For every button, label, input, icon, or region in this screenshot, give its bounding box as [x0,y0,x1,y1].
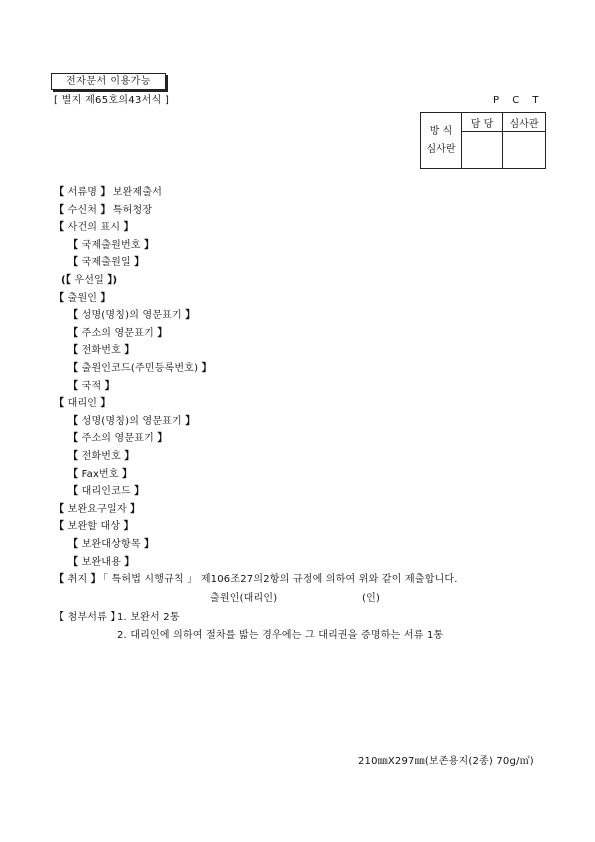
field-bracket-close: 】 [185,310,196,321]
field-bracket-open: (【 [61,275,71,286]
field-label: Fax번호 [78,469,123,480]
attachment-item-2: 2. 대리인에 의하여 절차를 밟는 경우에는 그 대리권을 증명하는 서류 1통 [117,630,444,641]
field-bracket-open: 【 [68,557,79,568]
field-row [54,293,113,305]
field-bracket-close: 】) [107,275,118,286]
field-row [68,363,214,375]
field-row [54,187,162,199]
field-value: 「 특허법 시행규칙 」 제106조27의2항의 규정에 의하여 위와 같이 제출합니다. [102,574,458,585]
field-bracket-close: 】 [157,328,168,339]
field-bracket-close: 】 [100,293,111,304]
field-bracket-close: 】 [100,205,111,216]
field-row [68,328,170,340]
paper-spec-footer: 210㎜X297㎜(보존용지(2종) 70g/㎡) [358,756,534,767]
method-review-label [421,113,462,169]
field-bracket-close: 】 [122,469,133,480]
seal-mark: (인) [362,593,381,604]
field-row [54,574,458,586]
field-bracket-open: 【 [54,574,65,585]
field-label: 서류명 [64,187,101,198]
attachments-label: 【 첨부서류 】 [54,612,121,623]
field-bracket-close: 】 [201,363,212,374]
field-bracket-close: 】 [157,433,168,444]
field-bracket-open: 【 [54,205,65,216]
field-bracket-close: 】 [124,345,135,356]
field-label: 우선일 [70,275,108,286]
field-row [68,257,146,269]
field-bracket-open: 【 [54,521,65,532]
field-label: 국제출원번호 [78,240,145,251]
field-bracket-close: 】 [100,398,111,409]
field-bracket-open: 【 [68,345,79,356]
field-label: 사건의 표시 [64,222,124,233]
field-bracket-close: 】 [124,557,135,568]
field-label: 취지 [64,574,91,585]
field-label: 국적 [78,381,105,392]
field-bracket-close: 】 [144,539,155,550]
field-row [68,557,137,569]
field-label: 보완대상항목 [78,539,145,550]
field-row [54,222,136,234]
field-row [68,416,198,428]
field-bracket-open: 【 [54,504,65,515]
field-bracket-open: 【 [68,310,79,321]
field-label: 성명(명칭)의 영문표기 [78,416,186,427]
field-label: 수신처 [64,205,101,216]
field-bracket-close: 】 [124,451,135,462]
field-label: 국제출원일 [78,257,135,268]
field-bracket-open: 【 [68,257,79,268]
field-value: 특허청장 [112,205,153,216]
field-label: 출원인코드(주민등록번호) [78,363,202,374]
field-row [54,205,152,217]
field-bracket-open: 【 [54,187,65,198]
field-row [68,310,198,322]
attachment-item-1: 1. 보완서 2통 [117,612,180,623]
field-bracket-open: 【 [68,469,79,480]
field-label: 출원인 [64,293,101,304]
field-bracket-open: 【 [68,451,79,462]
field-bracket-close: 】 [100,187,111,198]
field-row [68,345,137,357]
method-review-table [420,112,546,169]
field-label: 주소의 영문표기 [78,328,158,339]
field-bracket-close: 】 [134,257,145,268]
method-review-label-line2: 심사란 [426,143,456,155]
field-bracket-open: 【 [68,240,79,251]
field-bracket-close: 】 [185,416,196,427]
field-label: 대리인코드 [78,486,135,497]
field-label: 전화번호 [78,451,125,462]
field-bracket-close: 】 [123,521,134,532]
examiner-stamp-cell [503,132,546,169]
field-label: 보완할 대상 [64,521,124,532]
field-row [68,539,156,551]
in-charge-stamp-cell [462,132,503,169]
field-bracket-open: 【 [68,416,79,427]
electronic-document-notice: 전자문서 이용가능 [51,73,166,90]
applicant-signature-label: 출원인(대리인) [210,593,278,604]
field-bracket-close: 】 [104,381,115,392]
field-row [68,451,137,463]
form-number: [ 별지 제65호의43서식 ] [54,95,170,106]
field-bracket-open: 【 [68,328,79,339]
field-row [68,469,134,481]
field-bracket-open: 【 [54,293,65,304]
field-bracket-open: 【 [68,381,79,392]
field-label: 성명(명칭)의 영문표기 [78,310,186,321]
field-bracket-close: 】 [90,574,101,585]
pct-label: P C T [493,95,544,106]
method-review-label-line1: 방 식 [429,125,453,137]
field-bracket-open: 【 [54,222,65,233]
field-bracket-open: 【 [68,363,79,374]
field-bracket-close: 】 [130,504,141,515]
field-bracket-close: 】 [144,240,155,251]
field-row [68,486,146,498]
field-label: 보완내용 [78,557,125,568]
field-row [54,521,136,533]
field-row [54,504,142,516]
field-value: 보완제출서 [112,187,163,198]
field-bracket-open: 【 [68,433,79,444]
field-bracket-close: 】 [123,222,134,233]
field-row [54,398,113,410]
field-label: 보완요구일자 [64,504,131,515]
field-row [61,275,119,287]
in-charge-header: 담 당 [462,113,503,132]
field-label: 대리인 [64,398,101,409]
field-label: 주소의 영문표기 [78,433,158,444]
field-row [68,381,117,393]
field-bracket-open: 【 [54,398,65,409]
examiner-header: 심사관 [503,113,546,132]
field-bracket-open: 【 [68,539,79,550]
field-row [68,433,170,445]
field-row [68,240,156,252]
field-label: 전화번호 [78,345,125,356]
field-bracket-open: 【 [68,486,79,497]
field-bracket-close: 】 [134,486,145,497]
